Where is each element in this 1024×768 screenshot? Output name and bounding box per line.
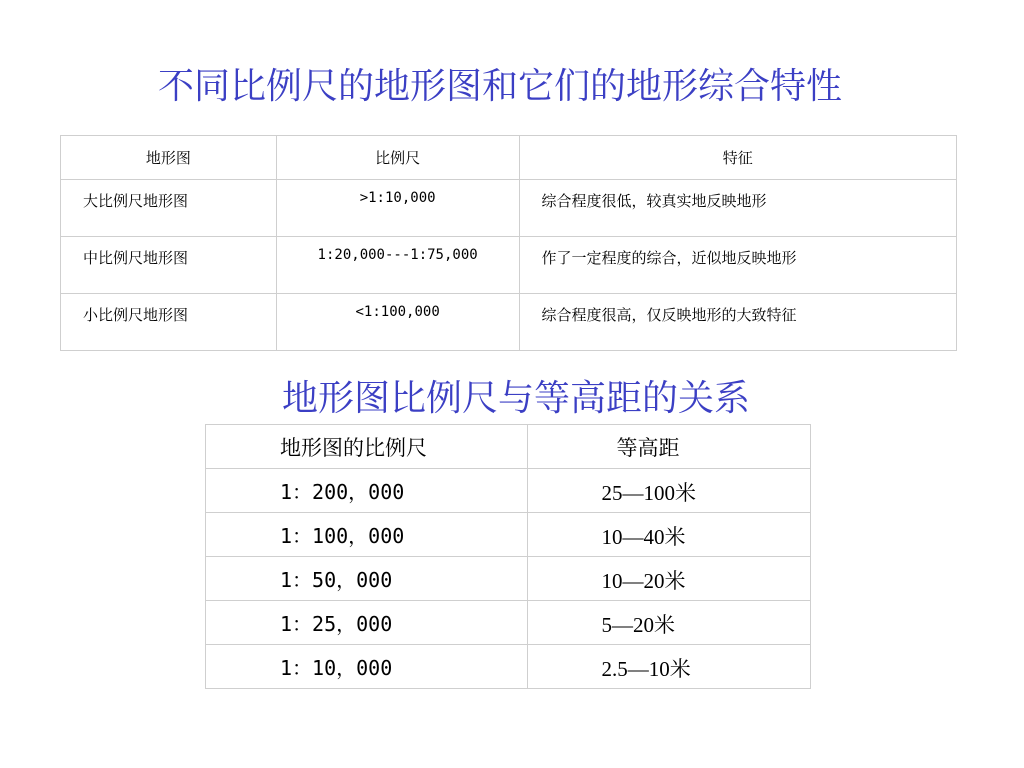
table-row: [206, 557, 811, 601]
section-title: 地形图比例尺与等高距的关系: [281, 378, 750, 419]
table-cell: 10—40米: [528, 513, 811, 557]
table-cell: 10—20米: [528, 557, 811, 601]
table-cell: 1：100，000: [206, 513, 528, 557]
table-cell: 1：200，000: [206, 469, 528, 513]
table-cell: 1：25，000: [206, 601, 528, 645]
table-header-row: [61, 136, 957, 180]
header-cell-feature: 特征: [519, 136, 956, 180]
table-cell: 1：10，000: [206, 645, 528, 689]
table-cell: 1:20,000---1:75,000: [276, 237, 519, 294]
table-row: [206, 645, 811, 689]
table-cell: 作了一定程度的综合，近似地反映地形: [519, 237, 956, 294]
table-cell: 大比例尺地形图: [61, 180, 277, 237]
table-cell: 2.5—10米: [528, 645, 811, 689]
table-cell: 1：50，000: [206, 557, 528, 601]
contour-interval-table: [205, 424, 811, 689]
table-row: [206, 601, 811, 645]
table-row: [206, 513, 811, 557]
table-cell: 综合程度很高，仅反映地形的大致特征: [519, 294, 956, 351]
terrain-map-scale-table: [60, 135, 957, 351]
table-cell: 中比例尺地形图: [61, 237, 277, 294]
table-header-row: [206, 425, 811, 469]
table-cell: 5—20米: [528, 601, 811, 645]
header-cell-scale: 比例尺: [276, 136, 519, 180]
header-cell-contour-interval: 等高距: [528, 425, 811, 469]
table-row: [206, 469, 811, 513]
table-row: [61, 180, 957, 237]
table-row: [61, 294, 957, 351]
table-row: [61, 237, 957, 294]
table-cell: 综合程度很低，较真实地反映地形: [519, 180, 956, 237]
table-cell: 25—100米: [528, 469, 811, 513]
header-cell-map: 地形图: [61, 136, 277, 180]
header-cell-scale: 地形图的比例尺: [206, 425, 528, 469]
page-title: 不同比例尺的地形图和它们的地形综合特性: [157, 66, 842, 107]
table-cell: >1:10,000: [276, 180, 519, 237]
table-cell: 小比例尺地形图: [61, 294, 277, 351]
table-cell: <1:100,000: [276, 294, 519, 351]
